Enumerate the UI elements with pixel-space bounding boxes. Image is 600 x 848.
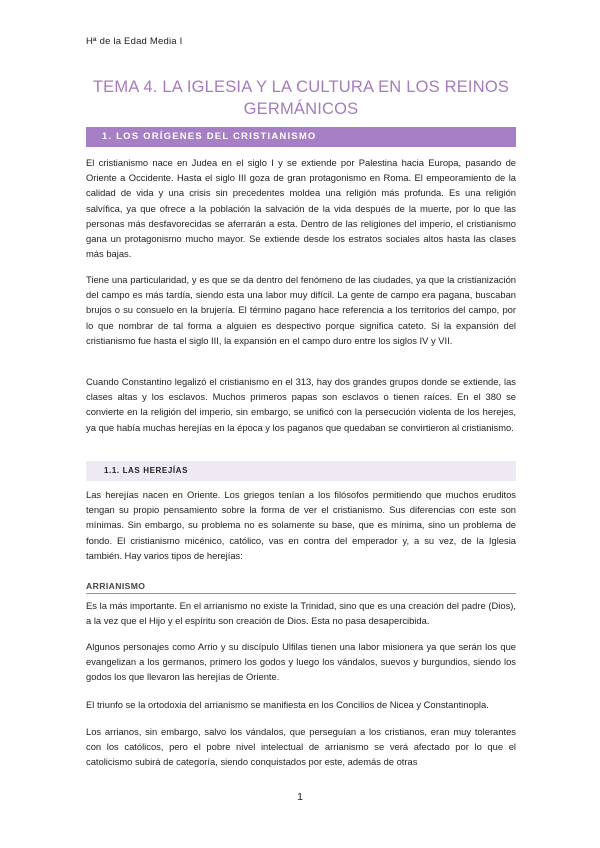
section-heading-origenes: 1. LOS ORÍGENES DEL CRISTIANISMO <box>86 127 516 147</box>
document-title: TEMA 4. LA IGLESIA Y LA CULTURA EN LOS REINOS GERMÁNICOS <box>92 78 510 118</box>
running-header: Hª de la Edad Media I <box>86 36 183 47</box>
paragraph-origin-2: Tiene una particularidad, y es que se da dentro del fenómeno de las ciudades, ya que la cristianización del campo es más tardía, siendo esta una labor muy difícil. La gente de campo era pagana, buscaban brujos o su consuelo en la brujería. El término pagano hace referencia a los territorios del campo, por lo que nombrar de tal forma a alguien es despectivo porque significa cateto. Si la expansión del cristianismo fue hasta el siglo III, la expansión en el campo duro entre los siglos IV y VII. <box>86 274 516 346</box>
paragraph-origin-1: El cristianismo nace en Judea en el siglo I y se extiende por Palestina hacia Europa, pasando de Oriente a Occidente. Hasta el siglo III goza de gran protagonismo en Roma. El empeoramiento de la calidad de vida y una crisis sin precedentes moldea una religión más profunda. Es una religión salvífica, ya que ofrece a la población la salvación de la vida después de la muerte, por lo que las personas más desfavorecidas se aferrarán a esta. Dentro de las religiones del imperio, el cristianismo gana un protagonismo mucho mayor. Se extiende desde los estratos sociales altos hasta las clases más bajas. <box>86 157 516 260</box>
paragraph-arrianismo-2: Algunos personajes como Arrio y su discípulo Ulfilas tienen una labor misionera ya que serán los que evangelizan a los germanos, primero los godos y luego los vándalos, suevos y burgundios, siendo los godos los que llevaron las herejías de Oriente. <box>86 641 516 683</box>
heading-arrianismo: ARRIANISMO <box>86 581 516 594</box>
paragraph-herejias: Las herejías nacen en Oriente. Los griegos tenían a los filósofos permitiendo que muchos eruditos tengan su propio pensamiento sobre la forma de ver el cristianismo. Sus diferencias con este son mínimas. Sin embargo, su problema no es solamente su base, que es mínima, sino un problema de fondo. El cristianismo micénico, católico, vas en contra del emperador y, a su vez, de la Iglesia también. Hay varios tipos de herejías: <box>86 489 516 561</box>
paragraph-arrianismo-3: El triunfo se la ortodoxia del arrianismo se manifiesta en los Concilios de Nicea y Constantinopla. <box>86 699 489 710</box>
paragraph-origin-3: Cuando Constantino legalizó el cristianismo en el 313, hay dos grandes grupos donde se extiende, las clases altas y los esclavos. Muchos primeros papas son esclavos o tienen raíces. En el 380 se convierte en la religión del imperio, sin embargo, se unificó con la persecución violenta de los herejes, ya que había muchas herejías en la época y los paganos que quedaban se convirtieron al cristianismo. <box>86 376 516 433</box>
paragraph-arrianismo-1: Es la más importante. En el arrianismo no existe la Trinidad, sino que es una creación del padre (Dios), a la vez que el Hijo y el espíritu son creación de Dios. Esta no pasa desapercibida. <box>86 600 516 627</box>
subsection-heading-herejias: 1.1. LAS HEREJÍAS <box>86 461 516 481</box>
paragraph-arrianismo-4: Los arrianos, sin embargo, salvo los vándalos, que perseguían a los cristianos, eran muy tolerantes con los católicos, pero el pobre nivel intelectual de arrianismo se verá afectado por lo que el catolicismo subirá de categoría, siendo conquistados por este, además de otras <box>86 726 516 768</box>
page-number: 1 <box>297 791 303 803</box>
